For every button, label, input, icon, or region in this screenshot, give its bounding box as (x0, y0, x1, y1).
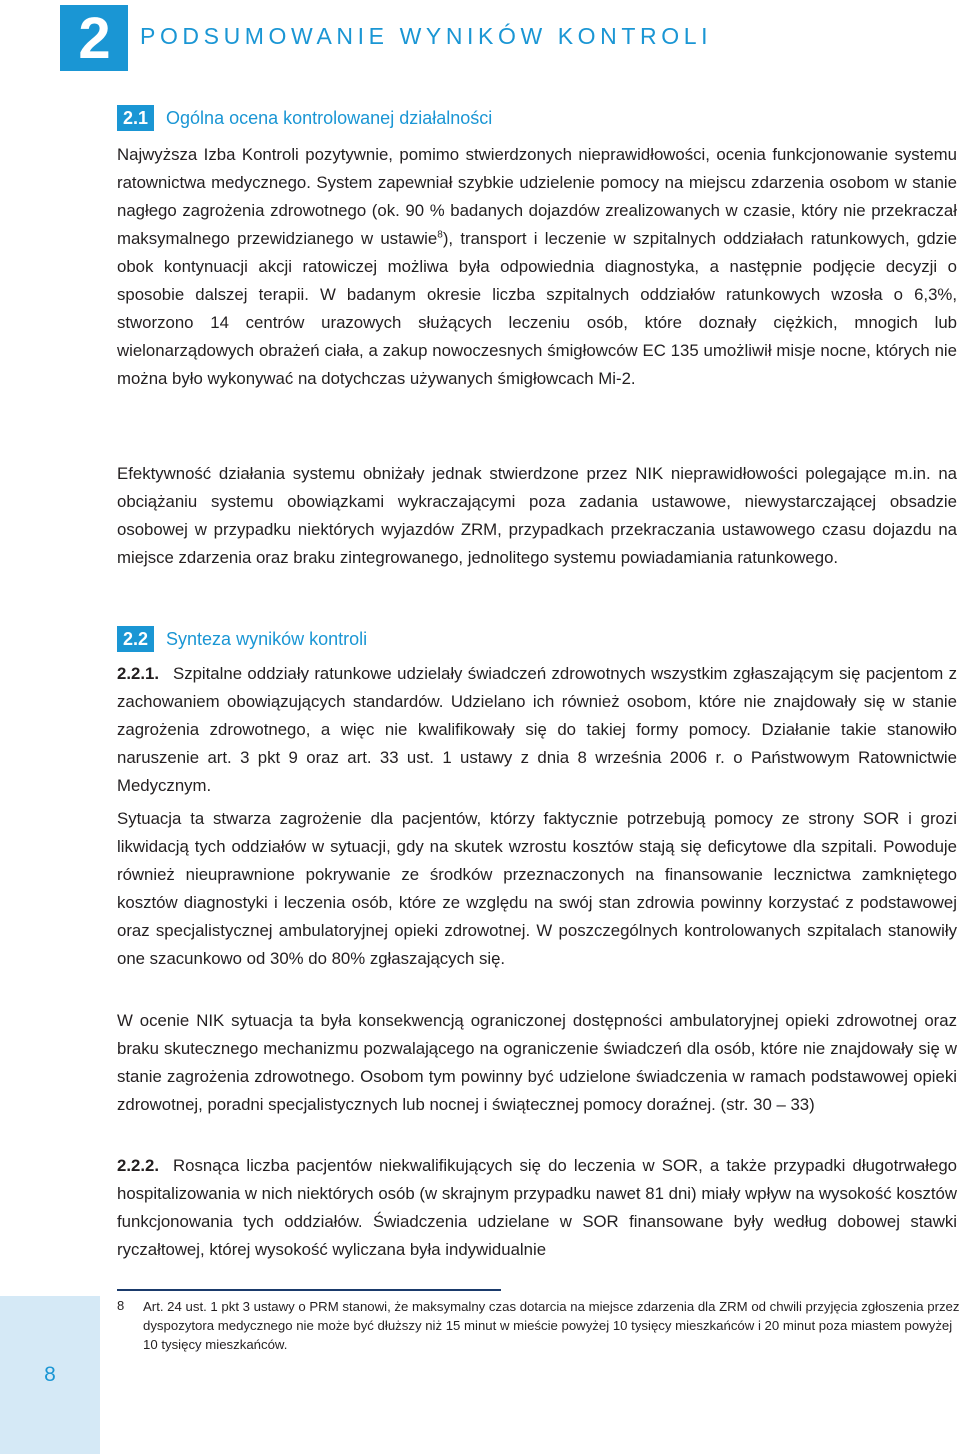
paragraph-2-2-2 (117, 1152, 957, 1264)
section-number: 2.2 (117, 626, 154, 652)
chapter-number: 2 (78, 5, 110, 71)
paragraph-sytuacja: Sytuacja ta stwarza zagrożenie dla pacjentów, którzy faktycznie potrzebują pomocy ze strony SOR i grozi likwidacją tych oddziałów w sytuacji, gdy na skutek wzrostu kosztów stają się deficytowe dla szpitali. Powoduje również nieuprawnione pokrywanie ze środków przeznaczonych na finansowanie lecznictwa zamkniętego kosztów diagnostyki i leczenia osób, które ze względu na swój stan zdrowia powinny korzystać z podstawowej oraz specjalistycznej ambulatoryjnej opieki zdrowotnej. W poszczególnych kontrolowanych szpitalach stanowiły one szacunkowo od 30% do 80% zgłaszających się. (117, 809, 957, 968)
paragraph-ogolna-ocena (117, 141, 957, 393)
section-heading-2-1 (117, 105, 492, 131)
footnote-reference[interactable]: 8 (437, 229, 443, 241)
paragraph-text: Szpitalne oddziały ratunkowe udzielały świadczeń zdrowotnych wszystkim zgłaszającym się pacjentom z zachowaniem obowiązujących standardów. Udzielano ich również osobom, które nie znajdowały się w stanie zagrożenia zdrowotnego, a więc nie kwalifikowały się do takiej formy pomocy. Działanie takie stanowiło naruszenie art. 3 pkt 9 oraz art. 33 ust. 1 ustawy z dnia 8 września 2006 r. o Państwowym Ratownictwie Medycznym. (117, 664, 957, 795)
subsection-number: 2.2.1. (117, 664, 159, 683)
paragraph-efektywnosc: Efektywność działania systemu obniżały jednak stwierdzone przez NIK nieprawidłowości polegające m.in. na obciążaniu systemu obowiązkami wykraczającymi poza zadania ustawowe, niewystarczającej obsadzie osobowej w przypadku niektórych wyjazdów ZRM, przypadkach przekraczania ustawowego czasu dojazdu na miejsce zdarzenia oraz braku zintegrowanego, jednolitego systemu powiadamiania ratunkowego. (117, 464, 957, 567)
section-title: Ogólna ocena kontrolowanej działalności (166, 107, 493, 128)
paragraph-w-ocenie-nik: W ocenie NIK sytuacja ta była konsekwencją ograniczonej dostępności ambulatoryjnej opieki zdrowotnej oraz braku skutecznego mechanizmu pozwalającego na ograniczenie świadczeń dla osób, które nie znajdowały się w stanie zagrożenia zdrowotnego. Osobom tym powinny być udzielone świadczenia w ramach podstawowej opieki zdrowotnej, poradni specjalistycznych lub nocnej i świątecznej pomocy doraźnej. (str. 30 – 33) (117, 1011, 957, 1114)
chapter-title: PODSUMOWANIE WYNIKÓW KONTROLI (140, 23, 713, 49)
footnote-text: Art. 24 ust. 1 pkt 3 ustawy o PRM stanowi, że maksymalny czas dotarcia na miejsce zdarzenia dla ZRM od chwili przyjęcia zgłoszenia przez dyspozytora medycznego nie może być dłuższy niż 15 minut w mieście powyżej 10 tysięcy mieszkańców i 20 minut poza miastem powyżej 10 tysięcy mieszkańców. (143, 1299, 960, 1352)
section-number: 2.1 (117, 105, 154, 131)
section-title: Synteza wyników kontroli (166, 628, 368, 649)
chapter-number-badge (60, 5, 128, 71)
paragraph-text: Rosnąca liczba pacjentów niekwalifikujących się do leczenia w SOR, a także przypadki długotrwałego hospitalizowania w nich niektórych osób (w skrajnym przypadku nawet 81 dni) miały wpływ na wysokość kosztów funkcjonowania tych oddziałów. Świadczenia udzielane w SOR finansowane były według dobowej stawki ryczałtowej, której wysokość wyliczana była indywidualnie (117, 1156, 957, 1259)
paragraph-text: Najwyższa Izba Kontroli pozytywnie, pomimo stwierdzonych nieprawidłowości, ocenia funkcjonowanie systemu ratownictwa medycznego. System zapewniał szybkie udzielenie pomocy na miejscu zdarzenia osobom w stanie nagłego zagrożenia zdrowotnego (ok. 90 % badanych dojazdów zrealizowanych w czasie, który nie przekraczał maksymalnego przewidzianego w ustawie (117, 145, 957, 248)
paragraph-2-2-1 (117, 660, 957, 800)
footnote-number: 8 (117, 1298, 125, 1313)
subsection-number: 2.2.2. (117, 1156, 159, 1175)
paragraph-text: ), transport i leczenie w szpitalnych oddziałach ratunkowych, gdzie obok kontynuacji akcji ratowiczej możliwa była odpowiednia diagnostyka, a następnie podjęcie decyzji o sposobie dalszej terapii. W badanym okresie liczba szpitalnych oddziałów ratunkowych wzosła o 6,3%, stworzono 14 centrów urazowych służących leczeniu osób, które doznały ciężkich, mnogich lub wielonarządowych obrażeń ciała, a zakup nowoczesnych śmigłowców EC 135 umożliwił misje nocne, których nie można było wykonywać na dotychczas używanych śmigłowcach Mi-2. (117, 229, 957, 388)
footnote-divider (117, 1289, 501, 1291)
section-heading-2-2 (117, 626, 367, 652)
page-number: 8 (44, 1363, 56, 1386)
page-number-tab (0, 1296, 100, 1454)
